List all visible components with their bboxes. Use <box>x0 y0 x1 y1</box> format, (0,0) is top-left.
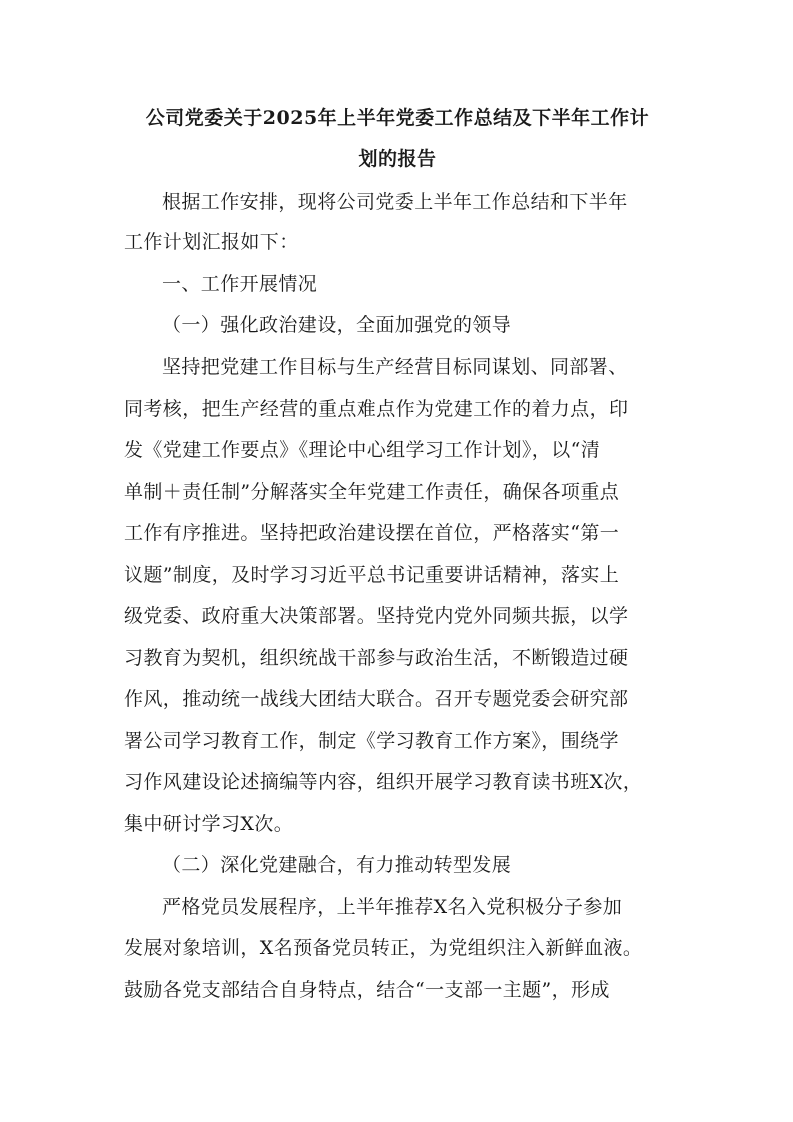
body-paragraph-line: 作风，推动统一战线大团结大联合。召开专题党委会研究部 <box>124 688 629 710</box>
body-paragraph-line: 级党委、政府重大决策部署。坚持党内党外同频共振，以学 <box>124 605 629 627</box>
body-paragraph-line: 习教育为契机，组织统战干部参与政治生活，不断锻造过硬 <box>124 647 629 669</box>
body-paragraph-line: 习作风建设论述摘编等内容，组织开展学习教育读书班X次， <box>124 771 643 793</box>
body-paragraph-line: 同考核，把生产经营的重点难点作为党建工作的着力点，印 <box>124 398 629 420</box>
body-paragraph-line: 坚持把党建工作目标与生产经营目标同谋划、同部署、 <box>162 356 628 378</box>
body-paragraph-line: 工作有序推进。坚持把政治建设摆在首位，严格落实“第一 <box>124 522 620 544</box>
body-paragraph-line: 集中研讨学习X次。 <box>124 813 294 835</box>
body-paragraph-line: 单制＋责任制”分解落实全年党建工作责任，确保各项重点 <box>124 481 620 503</box>
document-title-line-2: 划的报告 <box>358 148 437 170</box>
body-paragraph-line: 署公司学习教育工作，制定《学习教育工作方案》，围绕学 <box>124 730 619 752</box>
document-title-line-1: 公司党委关于2025年上半年党委工作总结及下半年工作计 <box>145 107 650 129</box>
intro-paragraph-line: 根据工作安排，现将公司党委上半年工作总结和下半年 <box>162 191 628 213</box>
body-paragraph-line: 鼓励各党支部结合自身特点，结合“一支部一主题”，形成 <box>124 979 610 1001</box>
subsection-heading: （一）强化政治建设，全面加强党的领导 <box>162 314 512 336</box>
body-paragraph-line: 发展对象培训，X名预备党员转正，为党组织注入新鲜血液。 <box>124 937 643 959</box>
section-heading: 一、工作开展情况 <box>162 273 318 295</box>
subsection-heading: （二）深化党建融合，有力推动转型发展 <box>162 854 512 876</box>
body-paragraph-line: 严格党员发展程序，上半年推荐X名入党积极分子参加 <box>162 896 623 918</box>
body-paragraph-line: 议题”制度，及时学习习近平总书记重要讲话精神，落实上 <box>124 564 620 586</box>
intro-paragraph-line: 工作计划汇报如下： <box>124 231 299 253</box>
body-paragraph-line: 发《党建工作要点》《理论中心组学习工作计划》，以“清 <box>124 439 601 461</box>
